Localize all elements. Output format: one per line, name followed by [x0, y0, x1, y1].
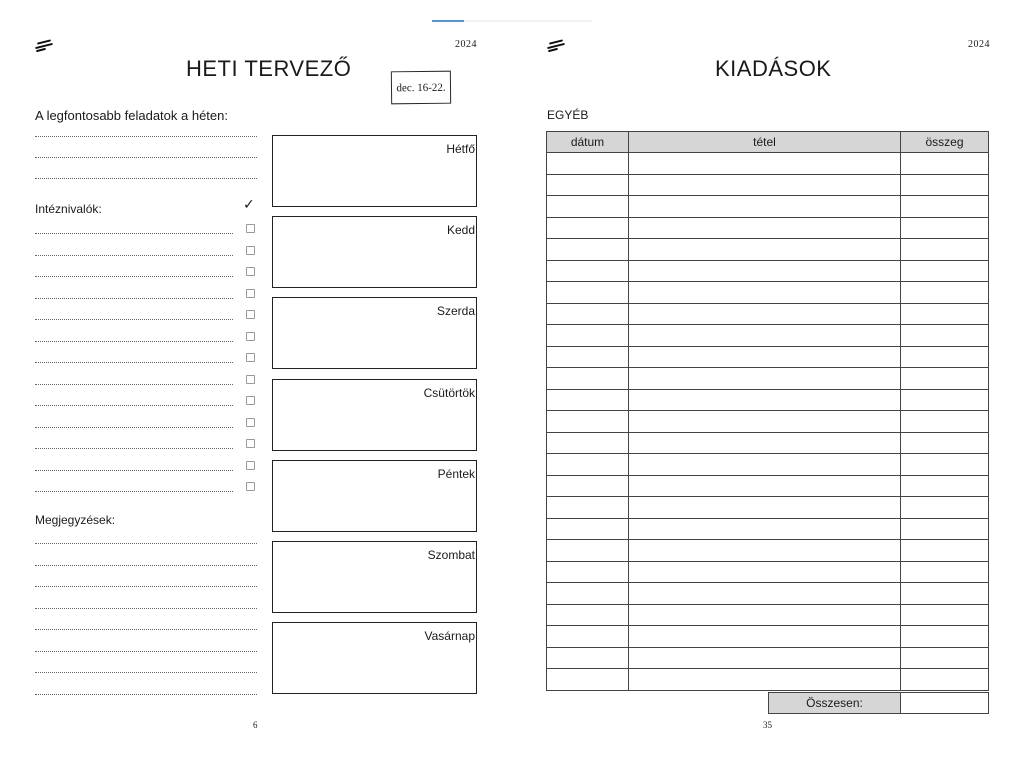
item-cell[interactable] — [629, 303, 901, 325]
date-cell[interactable] — [547, 368, 629, 390]
brand-logo-icon — [547, 40, 567, 52]
table-row — [547, 583, 989, 605]
todo-line[interactable] — [35, 384, 233, 385]
table-row — [547, 411, 989, 433]
todo-checkbox[interactable] — [246, 439, 255, 448]
date-range-box: dec. 16-22. — [391, 71, 451, 105]
amount-cell[interactable] — [901, 561, 989, 583]
notes-heading: Megjegyzések: — [35, 513, 116, 527]
priority-line[interactable] — [35, 157, 257, 158]
day-label: Csütörtök — [423, 385, 475, 400]
day-box[interactable] — [272, 216, 477, 288]
todo-checkbox[interactable] — [246, 418, 255, 427]
date-cell[interactable] — [547, 239, 629, 261]
amount-cell[interactable] — [901, 647, 989, 669]
item-cell[interactable] — [629, 411, 901, 433]
item-cell[interactable] — [629, 475, 901, 497]
column-header-date: dátum — [547, 132, 629, 153]
item-cell[interactable] — [629, 561, 901, 583]
note-line[interactable] — [35, 651, 257, 652]
date-cell[interactable] — [547, 647, 629, 669]
table-row — [547, 217, 989, 239]
date-cell[interactable] — [547, 475, 629, 497]
amount-cell[interactable] — [901, 346, 989, 368]
todo-checkbox[interactable] — [246, 246, 255, 255]
day-label: Szombat — [427, 548, 475, 562]
todo-checkbox[interactable] — [246, 396, 255, 405]
year-label: 2024 — [968, 39, 990, 50]
todo-line[interactable] — [35, 233, 233, 234]
day-label: Hétfő — [446, 142, 475, 156]
item-cell[interactable] — [629, 153, 901, 175]
amount-cell[interactable] — [901, 518, 989, 540]
todo-checkbox[interactable] — [246, 289, 255, 298]
date-cell[interactable] — [547, 217, 629, 239]
date-cell[interactable] — [547, 303, 629, 325]
date-cell[interactable] — [547, 346, 629, 368]
note-line[interactable] — [35, 608, 257, 609]
table-row — [547, 497, 989, 519]
checkmark-icon: ✓ — [243, 196, 255, 212]
amount-cell[interactable] — [901, 217, 989, 239]
table-row — [547, 432, 989, 454]
table-header-row — [547, 132, 989, 153]
day-label: Szerda — [436, 304, 475, 319]
total-value-cell[interactable] — [901, 692, 989, 714]
amount-cell[interactable] — [901, 475, 989, 497]
table-row — [547, 389, 989, 411]
date-cell[interactable] — [547, 411, 629, 433]
item-cell[interactable] — [629, 196, 901, 218]
item-cell[interactable] — [629, 432, 901, 454]
table-row — [547, 303, 989, 325]
amount-cell[interactable] — [901, 411, 989, 433]
todo-line[interactable] — [35, 491, 233, 492]
date-cell[interactable] — [547, 389, 629, 411]
day-box[interactable] — [272, 541, 477, 613]
item-cell[interactable] — [629, 389, 901, 411]
amount-cell[interactable] — [901, 626, 989, 648]
date-cell[interactable] — [547, 196, 629, 218]
note-line[interactable] — [35, 565, 257, 566]
item-cell[interactable] — [629, 174, 901, 196]
table-row — [547, 647, 989, 669]
amount-cell[interactable] — [901, 540, 989, 562]
note-line[interactable] — [35, 694, 257, 695]
item-cell[interactable] — [629, 346, 901, 368]
todo-checkbox[interactable] — [246, 461, 255, 470]
item-cell[interactable] — [629, 260, 901, 282]
priorities-heading: A legfontosabb feladatok a héten: — [35, 108, 228, 123]
table-row — [547, 604, 989, 626]
day-label: Kedd — [446, 223, 475, 238]
page-title: HETI TERVEZŐ — [186, 56, 352, 81]
day-box[interactable] — [272, 297, 477, 369]
priority-line[interactable] — [35, 178, 257, 179]
date-cell[interactable] — [547, 669, 629, 691]
amount-cell[interactable] — [901, 454, 989, 476]
page-number: 6 — [253, 720, 258, 730]
category-heading: EGYÉB — [547, 108, 589, 122]
amount-cell[interactable] — [901, 196, 989, 218]
todo-checkbox[interactable] — [246, 353, 255, 362]
table-row — [547, 540, 989, 562]
todo-line[interactable] — [35, 405, 233, 406]
table-row — [547, 454, 989, 476]
item-cell[interactable] — [629, 497, 901, 519]
amount-cell[interactable] — [901, 239, 989, 261]
todo-line[interactable] — [35, 276, 233, 277]
amount-cell[interactable] — [901, 389, 989, 411]
todo-checkbox[interactable] — [246, 224, 255, 233]
item-cell[interactable] — [629, 325, 901, 347]
table-row — [547, 239, 989, 261]
note-line[interactable] — [35, 672, 257, 673]
item-cell[interactable] — [629, 217, 901, 239]
date-cell[interactable] — [547, 153, 629, 175]
item-cell[interactable] — [629, 540, 901, 562]
day-box[interactable] — [272, 460, 477, 532]
amount-cell[interactable] — [901, 153, 989, 175]
table-row — [547, 260, 989, 282]
table-row — [547, 174, 989, 196]
todo-line[interactable] — [35, 298, 233, 299]
todo-line[interactable] — [35, 255, 233, 256]
date-cell[interactable] — [547, 518, 629, 540]
todo-line[interactable] — [35, 427, 233, 428]
date-cell[interactable] — [547, 432, 629, 454]
day-label: Vasárnap — [424, 629, 475, 644]
item-cell[interactable] — [629, 669, 901, 691]
amount-cell[interactable] — [901, 432, 989, 454]
note-line[interactable] — [35, 629, 257, 630]
table-row — [547, 153, 989, 175]
todo-line[interactable] — [35, 341, 233, 342]
day-box[interactable] — [272, 135, 477, 207]
amount-cell[interactable] — [901, 325, 989, 347]
date-cell[interactable] — [547, 282, 629, 304]
date-cell[interactable] — [547, 454, 629, 476]
todo-checkbox[interactable] — [246, 310, 255, 319]
table-row — [547, 282, 989, 304]
table-row — [547, 196, 989, 218]
item-cell[interactable] — [629, 626, 901, 648]
item-cell[interactable] — [629, 368, 901, 390]
amount-cell[interactable] — [901, 583, 989, 605]
todo-line[interactable] — [35, 448, 233, 449]
brand-logo-icon — [35, 40, 55, 52]
day-box[interactable] — [272, 622, 477, 694]
date-cell[interactable] — [547, 604, 629, 626]
note-line[interactable] — [35, 543, 257, 544]
todo-line[interactable] — [35, 319, 233, 320]
year-label: 2024 — [455, 39, 477, 50]
table-row — [547, 475, 989, 497]
todo-checkbox[interactable] — [246, 482, 255, 491]
table-row — [547, 561, 989, 583]
priority-line[interactable] — [35, 136, 257, 137]
table-row — [547, 626, 989, 648]
amount-cell[interactable] — [901, 174, 989, 196]
date-cell[interactable] — [547, 497, 629, 519]
table-row — [547, 325, 989, 347]
page-number: 35 — [763, 720, 772, 730]
amount-cell[interactable] — [901, 303, 989, 325]
note-line[interactable] — [35, 586, 257, 587]
date-cell[interactable] — [547, 174, 629, 196]
todo-checkbox[interactable] — [246, 332, 255, 341]
todo-checkbox[interactable] — [246, 375, 255, 384]
todo-line[interactable] — [35, 470, 233, 471]
date-cell[interactable] — [547, 540, 629, 562]
date-cell[interactable] — [547, 325, 629, 347]
column-header-amount: összeg — [901, 132, 989, 153]
todo-line[interactable] — [35, 362, 233, 363]
table-row — [547, 518, 989, 540]
item-cell[interactable] — [629, 518, 901, 540]
day-label: Péntek — [437, 466, 475, 481]
item-cell[interactable] — [629, 583, 901, 605]
item-cell[interactable] — [629, 647, 901, 669]
table-row — [547, 669, 989, 691]
page-title: KIADÁSOK — [715, 56, 832, 81]
amount-cell[interactable] — [901, 260, 989, 282]
day-box[interactable] — [272, 379, 477, 451]
item-cell[interactable] — [629, 282, 901, 304]
todo-checkbox[interactable] — [246, 267, 255, 276]
date-cell[interactable] — [547, 561, 629, 583]
date-cell[interactable] — [547, 583, 629, 605]
amount-cell[interactable] — [901, 282, 989, 304]
table-row — [547, 346, 989, 368]
item-cell[interactable] — [629, 454, 901, 476]
column-header-item: tétel — [629, 132, 901, 153]
date-cell[interactable] — [547, 260, 629, 282]
todo-heading: Intéznivalók: — [35, 202, 102, 216]
amount-cell[interactable] — [901, 604, 989, 626]
amount-cell[interactable] — [901, 368, 989, 390]
amount-cell[interactable] — [901, 497, 989, 519]
date-cell[interactable] — [547, 626, 629, 648]
table-row — [547, 368, 989, 390]
total-label: Összesen: — [768, 692, 901, 714]
item-cell[interactable] — [629, 239, 901, 261]
amount-cell[interactable] — [901, 669, 989, 691]
expenses-table — [546, 131, 989, 691]
item-cell[interactable] — [629, 604, 901, 626]
